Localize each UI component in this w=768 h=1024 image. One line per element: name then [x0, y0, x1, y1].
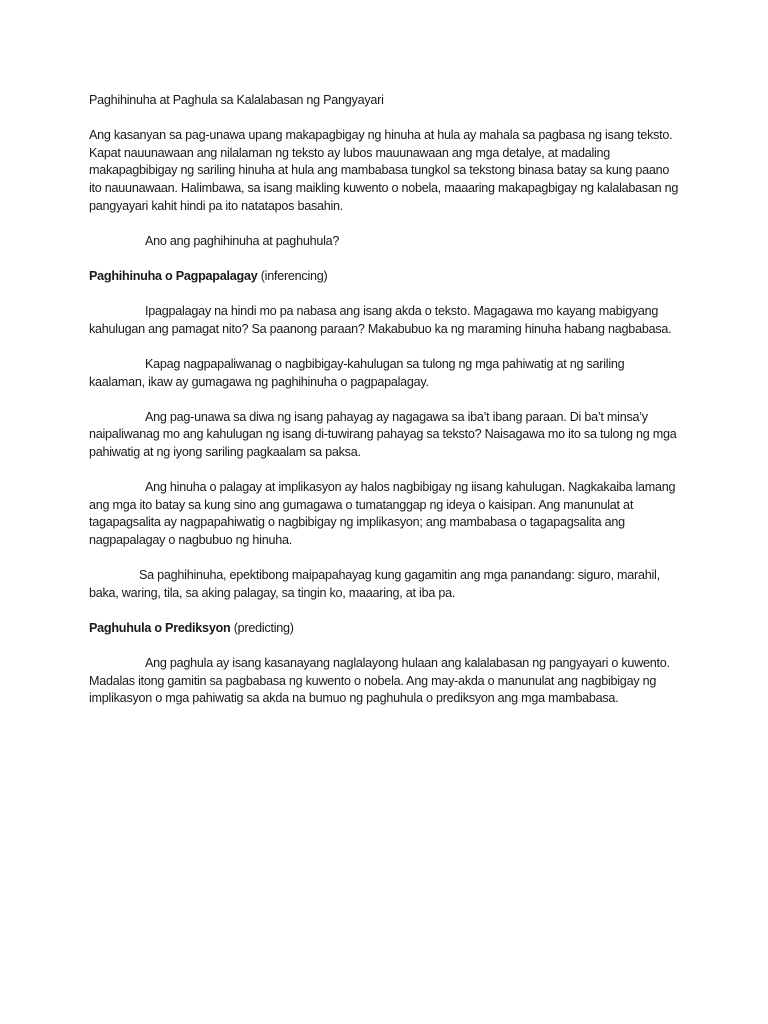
- intro-paragraph: Ang kasanyan sa pag-unawa upang makapagbigay ng hinuha at hula ay mahala sa pagbasa ng isang teksto. Kapat nauunawaan ang nilalaman ng teksto ay lubos mauunawaan ang mga detalye, at madaling makapagbibigay ng sariling hinuha at hula ang mambabasa tungkol sa tekstong binasa batay sa kung paano ito nauunawaan. Halimbawa, sa isang maikling kuwento o nobela, maaaring makapagbigay ng kalalabasan ng pangyayari kahit hindi pa ito natatapos basahin.: [89, 128, 679, 213]
- section-heading-text: Paghihinuha o Pagpapalagay: [89, 268, 258, 283]
- body-paragraph: Sa paghihinuha, epektibong maipapahayag kung gagamitin ang mga panandang: siguro, marahil, baka, waring, tila, sa aking palagay, sa tingin ko, maaaring, at iba pa.: [89, 568, 660, 600]
- body-paragraph: Ang pag-unawa sa diwa ng isang pahayag ay nagagawa sa iba’t ibang paraan. Di ba’t minsa’y naipaliwanag mo ang kahulugan ng isang di-tuwirang pahayag sa teksto? Naisagawa mo ito sa tulong ng mga pahiwatig at ng iyong sariling pagkaalam sa paksa.: [89, 409, 677, 459]
- section-heading-text: Paghuhula o Prediksyon: [89, 620, 231, 635]
- section-heading-english: (predicting): [230, 620, 294, 635]
- question-line: Ano ang paghihinuha at paghuhula?: [145, 233, 340, 248]
- section-heading-inferencing: [89, 268, 679, 286]
- document-title: Paghihinuha at Paghula sa Kalalabasan ng Pangyayari: [89, 93, 384, 107]
- section-heading-english: (inferencing): [257, 268, 328, 283]
- body-paragraph: Ipagpalagay na hindi mo pa nabasa ang isang akda o teksto. Magagawa mo kayang mabigyang kahulugan ang pamagat nito? Sa paanong paraan? Makabubuo ka ng maraming hinuha habang nagbabasa.: [89, 304, 672, 336]
- body-paragraph: Kapag nagpapaliwanag o nagbibigay-kahulugan sa tulong ng mga pahiwatig at ng sariling kaalaman, ikaw ay gumagawa ng paghihinuha o pagpapalagay.: [89, 356, 625, 389]
- document-body: [89, 92, 679, 725]
- section-heading-predicting: [89, 620, 679, 638]
- body-paragraph: Ang hinuha o palagay at implikasyon ay halos nagbibigay ng iisang kahulugan. Nagkakaiba lamang ang mga ito batay sa kung sino ang gumagawa o tumatanggap ng ideya o kaisipan. Ang manunulat at tagapagsalita ay nagpapahiwatig o nagbibigay ng implikasyon; ang mambabasa o tagapagsalita ang nagpapalagay o nagbubuo ng hinuha.: [89, 480, 676, 547]
- body-paragraph: Ang paghula ay isang kasanayang naglalayong hulaan ang kalalabasan ng pangyayari o kuwento. Madalas itong gamitin sa pagbabasa ng kuwento o nobela. Ang may-akda o manunulat ang nagbibigay ng implikasyon o mga pahiwatig sa akda na bumuo ng paghuhula o prediksyon ang mga mambabasa.: [89, 656, 670, 706]
